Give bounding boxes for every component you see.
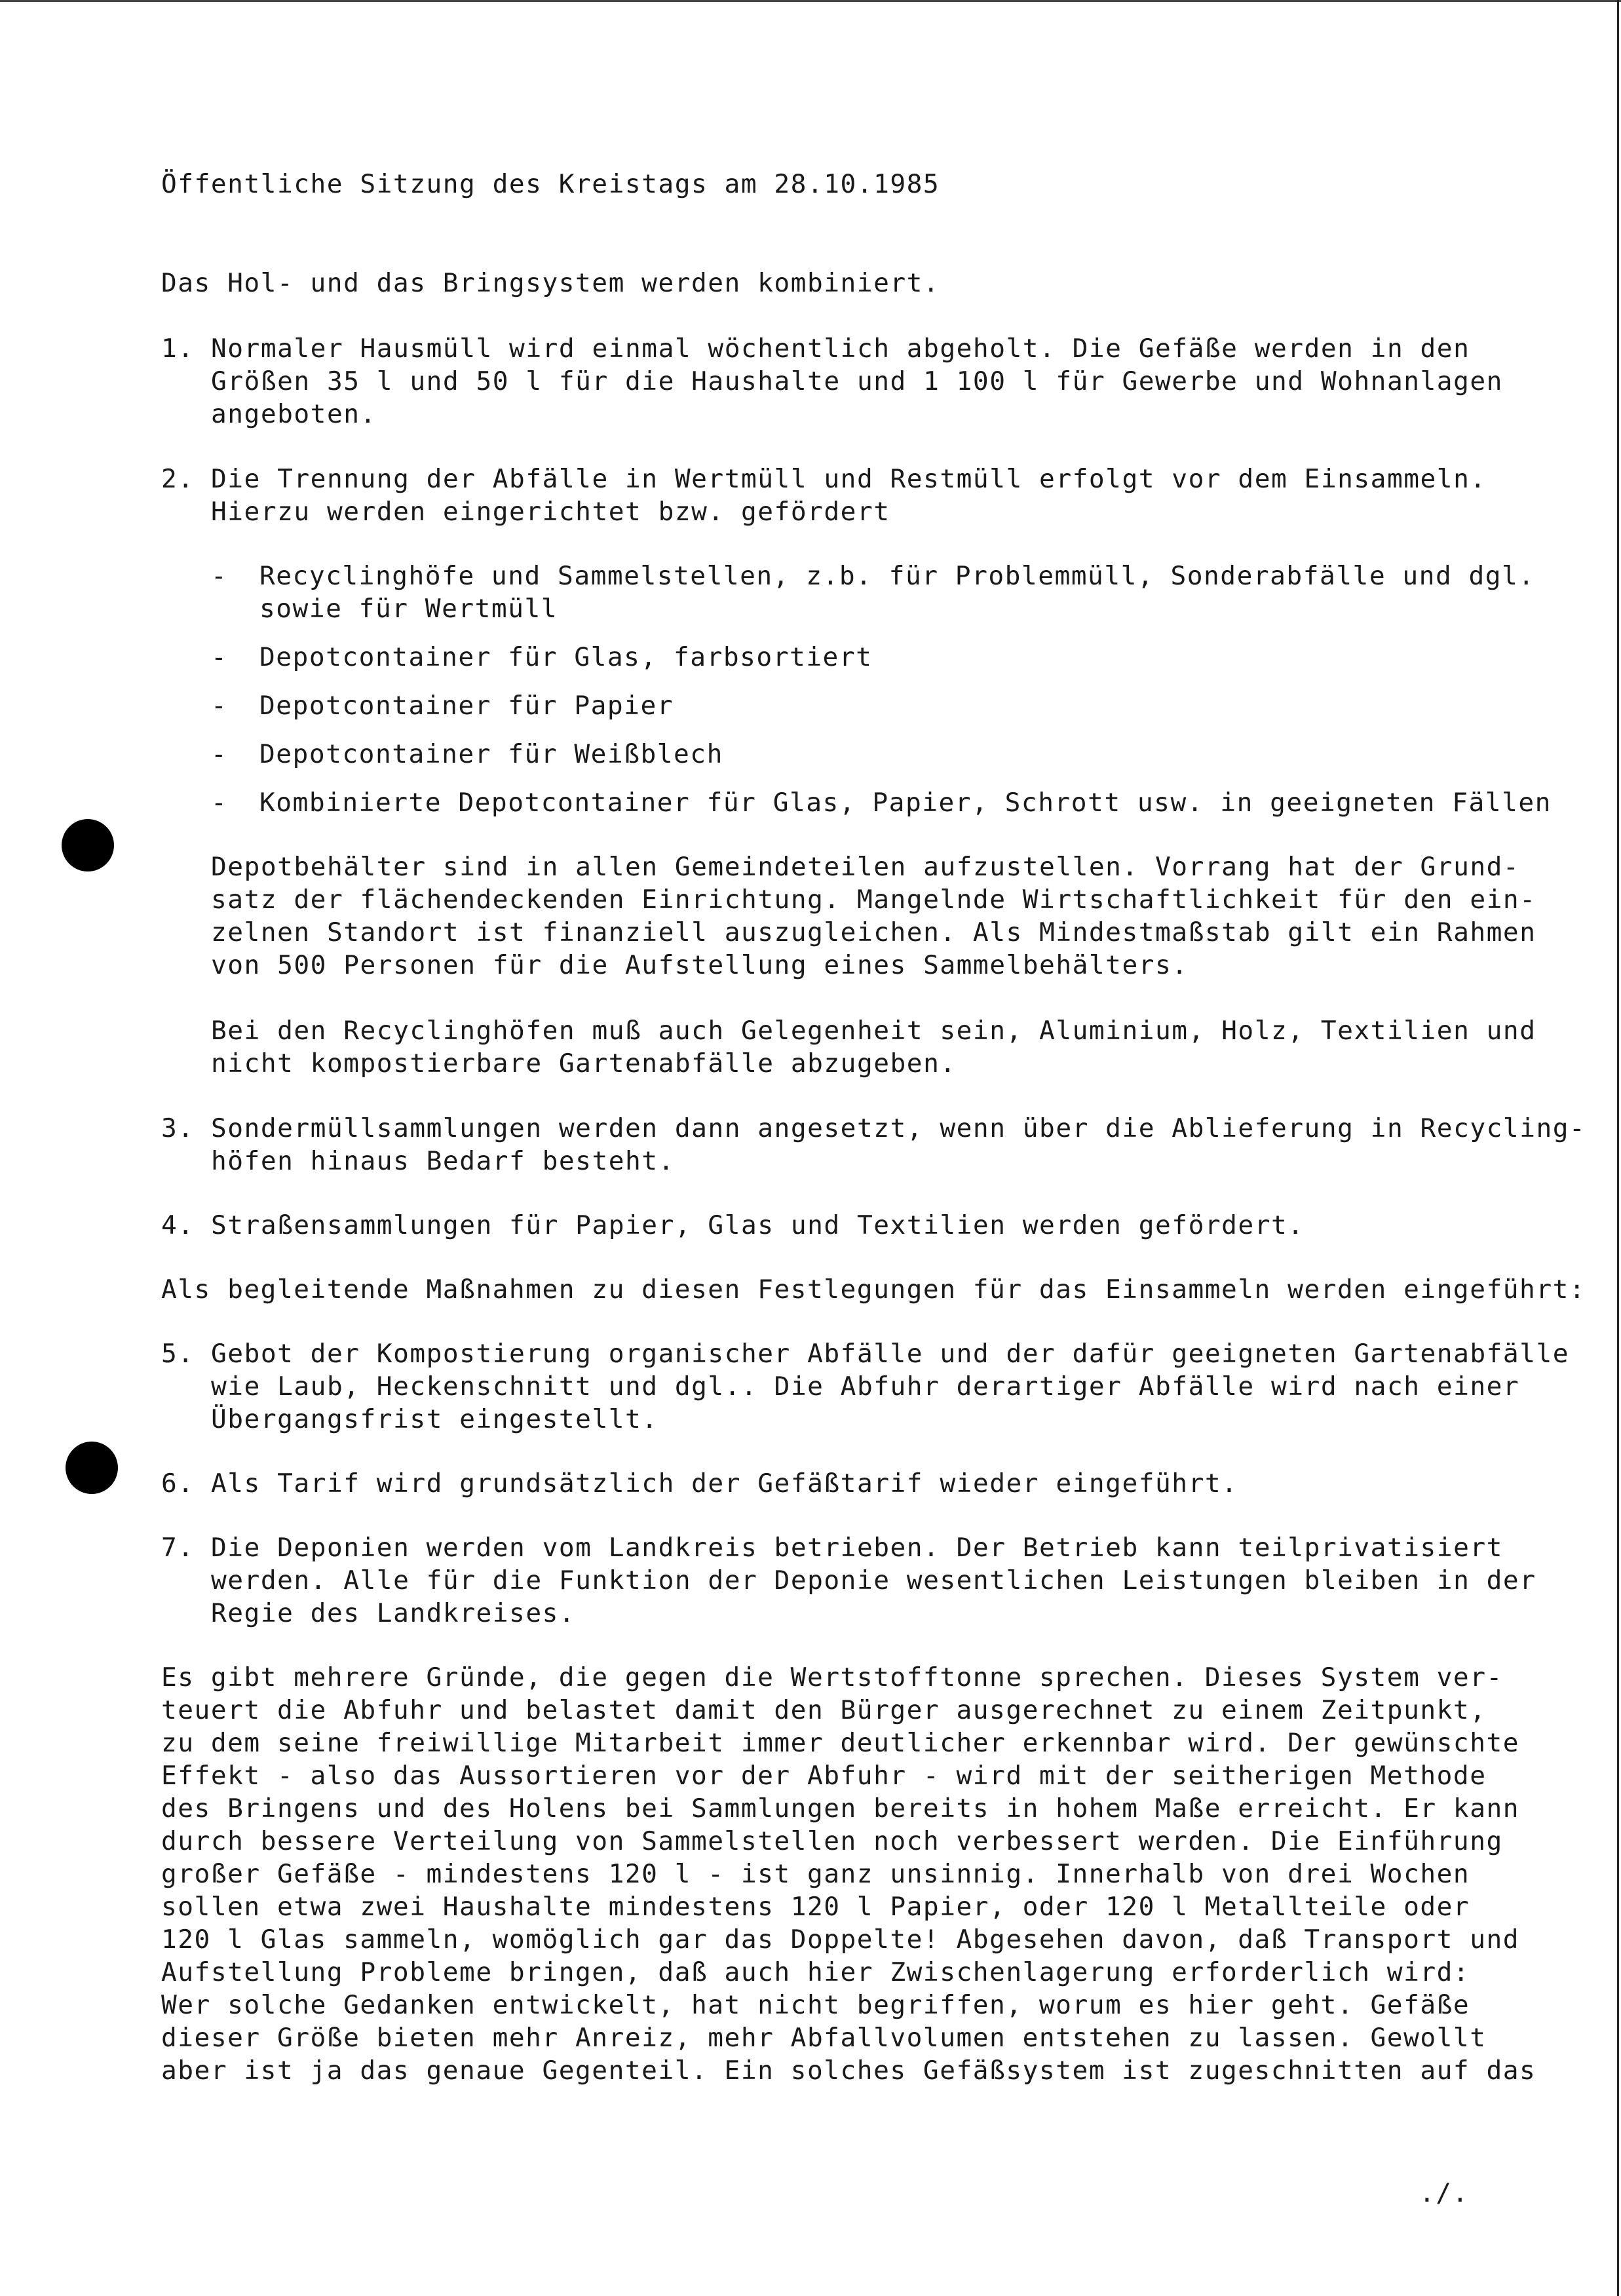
text-line: Die Trennung der Abfälle in Wertmüll und Restmüll erfolgt vor dem Einsammeln. — [211, 464, 1487, 494]
list-item-5 — [161, 1337, 1576, 1436]
text-line: Hierzu werden eingerichtet bzw. gefördert — [211, 497, 890, 527]
text-line: sowie für Wertmüll — [259, 594, 558, 624]
text-line: des Bringens und des Holens bei Sammlungen bereits in hohem Maße erreicht. Er kann — [161, 1793, 1520, 1824]
punch-hole-bottom — [66, 1442, 118, 1494]
text-line: Effekt - also das Aussortieren vor der Abfuhr - wird mit der seitherigen Methode — [161, 1761, 1487, 1791]
list-item-4 — [161, 1209, 1576, 1242]
list-item-6 — [161, 1467, 1576, 1500]
text-line: Sondermüllsammlungen werden dann angesetzt, wenn über die Ablieferung in Recycling- — [211, 1113, 1586, 1143]
measures-text: Als begleitende Maßnahmen zu diesen Festlegungen für das Einsammeln werden eingeführt: — [161, 1274, 1586, 1305]
list-item-number: 4. — [161, 1210, 195, 1240]
text-line: durch bessere Verteilung von Sammelstellen noch verbessert werden. Die Einführung — [161, 1826, 1503, 1856]
text-line: Als Tarif wird grundsätzlich der Gefäßtarif wieder eingeführt. — [211, 1468, 1238, 1499]
text-line: Bei den Recyclinghöfen muß auch Gelegenheit sein, Aluminium, Holz, Textilien und — [211, 1016, 1536, 1046]
bullet-item-kombiniert — [161, 786, 1576, 819]
text-line: Wer solche Gedanken entwickelt, hat nicht begriffen, worum es hier geht. Gefäße — [161, 1990, 1470, 2020]
continuation-mark: ./. — [1419, 2178, 1469, 2208]
list-item-number: 2. — [161, 464, 195, 494]
text-line: Übergangsfrist eingestellt. — [211, 1404, 658, 1434]
dash-bullet: - — [211, 691, 228, 721]
list-item-number: 1. — [161, 334, 195, 364]
list-item-number: 5. — [161, 1339, 195, 1369]
text-line: Depotcontainer für Papier — [259, 691, 674, 721]
text-line: wie Laub, Heckenschnitt und dgl.. Die Abfuhr derartiger Abfälle wird nach einer — [211, 1371, 1520, 1402]
text-line: teuert die Abfuhr und belastet damit den Bürger ausgerechnet zu einem Zeitpunkt, — [161, 1695, 1487, 1725]
page-border-right — [1617, 0, 1619, 2296]
text-line: Straßensammlungen für Papier, Glas und Textilien werden gefördert. — [211, 1210, 1305, 1240]
dash-bullet: - — [211, 788, 228, 818]
text-line: von 500 Personen für die Aufstellung eines Sammelbehälters. — [211, 950, 1189, 980]
dash-bullet: - — [211, 561, 228, 591]
text-line: Depotbehälter sind in allen Gemeindeteilen aufzustellen. Vorrang hat der Grund- — [211, 852, 1520, 882]
text-line: höfen hinaus Bedarf besteht. — [211, 1146, 675, 1176]
text-line: Kombinierte Depotcontainer für Glas, Papier, Schrott usw. in geeigneten Fällen — [259, 788, 1552, 818]
paragraph-recyclinghoefe — [161, 1014, 1576, 1080]
text-line: Normaler Hausmüll wird einmal wöchentlich abgeholt. Die Gefäße werden in den — [211, 334, 1470, 364]
list-item-number: 3. — [161, 1113, 195, 1143]
document-body — [161, 168, 1586, 2087]
text-line: Gebot der Kompostierung organischer Abfälle und der dafür geeigneten Gartenabfälle — [211, 1339, 1570, 1369]
text-line: zelnen Standort ist finanziell auszugleichen. Als Mindestmaßstab gilt ein Rahmen — [211, 917, 1536, 947]
text-line: Recyclinghöfe und Sammelstellen, z.b. für Problemmüll, Sonderabfälle und dgl. — [259, 561, 1535, 591]
text-line: nicht kompostierbare Gartenabfälle abzugeben. — [211, 1048, 957, 1079]
text-line: Depotcontainer für Weißblech — [259, 739, 723, 769]
text-line: Die Deponien werden vom Landkreis betrieben. Der Betrieb kann teilprivatisiert — [211, 1533, 1503, 1563]
text-line: Es gibt mehrere Gründe, die gegen die Wertstofftonne sprechen. Dieses System ver- — [161, 1662, 1503, 1693]
dash-bullet: - — [211, 739, 228, 769]
text-line: satz der flächendeckenden Einrichtung. Mangelnde Wirtschaftlichkeit für den ein- — [211, 885, 1536, 915]
text-line: zu dem seine freiwillige Mitarbeit immer deutlicher erkennbar wird. Der gewünschte — [161, 1728, 1520, 1758]
list-item-1 — [161, 332, 1576, 430]
list-item-3 — [161, 1112, 1586, 1177]
text-line: Regie des Landkreises. — [211, 1598, 576, 1628]
bullet-item-weissblech — [161, 738, 1576, 771]
intro-text: Das Hol- und das Bringsystem werden kombiniert. — [161, 268, 940, 298]
bullet-item-glas — [161, 641, 1576, 674]
punch-hole-top — [62, 819, 114, 871]
text-line: angeboten. — [211, 399, 377, 429]
text-line: werden. Alle für die Funktion der Deponie wesentlichen Leistungen bleiben in der — [211, 1565, 1536, 1596]
text-line: Größen 35 l und 50 l für die Haushalte und 1 100 l für Gewerbe und Wohnanlagen — [211, 366, 1503, 396]
page-title: Öffentliche Sitzung des Kreistags am 28.10.1985 — [161, 169, 940, 199]
list-item-number: 7. — [161, 1533, 195, 1563]
paragraph-wertstofftonne — [161, 1661, 1576, 2087]
bullet-item-papier — [161, 689, 1576, 722]
text-line: aber ist ja das genaue Gegenteil. Ein solches Gefäßsystem ist zugeschnitten auf das — [161, 2056, 1536, 2086]
list-item-number: 6. — [161, 1468, 195, 1499]
bullet-item-recyclinghoefe — [161, 560, 1576, 625]
text-line: großer Gefäße - mindestens 120 l - ist ganz unsinnig. Innerhalb von drei Wochen — [161, 1859, 1470, 1889]
text-line: Aufstellung Probleme bringen, daß auch hier Zwischenlagerung erforderlich wird: — [161, 1957, 1470, 1987]
text-line: 120 l Glas sammeln, womöglich gar das Doppelte! Abgesehen davon, daß Transport und — [161, 1924, 1520, 1955]
page-border-top — [0, 0, 1621, 2]
text-line: sollen etwa zwei Haushalte mindestens 120 l Papier, oder 120 l Metallteile oder — [161, 1892, 1470, 1922]
list-item-2 — [161, 463, 1576, 528]
text-line: dieser Größe bieten mehr Anreiz, mehr Abfallvolumen entstehen zu lassen. Gewollt — [161, 2023, 1487, 2053]
list-item-7 — [161, 1531, 1576, 1630]
paragraph-depotbehaelter — [161, 851, 1576, 982]
text-line: Depotcontainer für Glas, farbsortiert — [259, 642, 873, 672]
dash-bullet: - — [211, 642, 228, 672]
